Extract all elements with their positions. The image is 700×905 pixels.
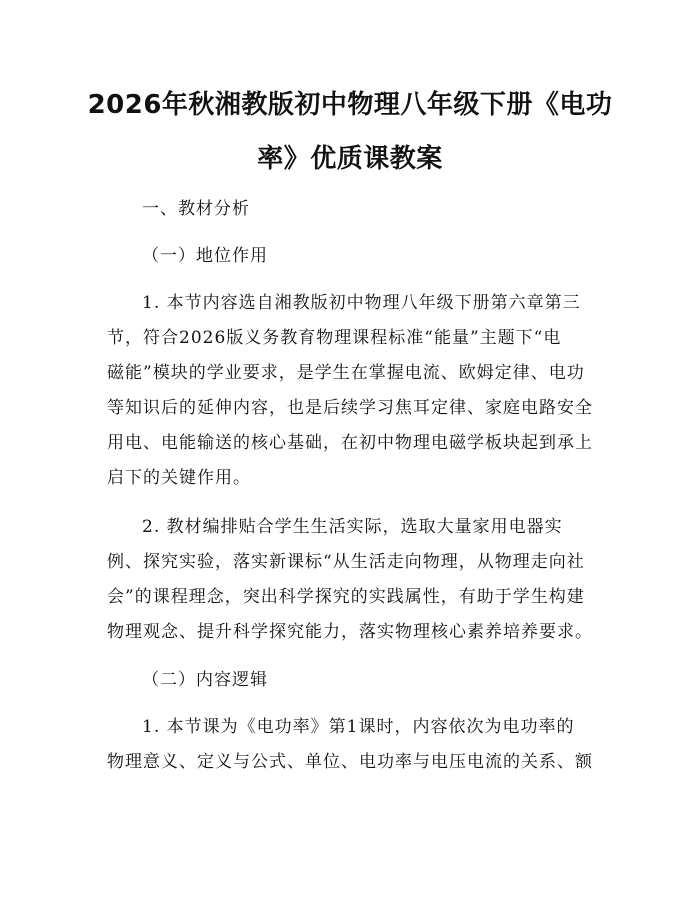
paragraph-1-line-5: 用电、电能输送的核心基础，在初中物理电磁学板块起到承上 [107, 433, 593, 453]
subsection-heading-position-role: （一）地位作用 [142, 246, 268, 266]
paragraph-3-line-1: 1. 本节课为《电功率》第1课时，内容依次为电功率的 [142, 717, 575, 737]
document-title-line-1: 2026年秋湘教版初中物理八年级下册《电功 [87, 90, 613, 120]
paragraph-1-line-6: 启下的关键作用。 [107, 468, 251, 488]
paragraph-3-line-2: 物理意义、定义与公式、单位、电功率与电压电流的关系、额 [107, 752, 593, 772]
section-heading-textbook-analysis: 一、教材分析 [142, 199, 250, 219]
paragraph-1-line-1: 1. 本节内容选自湘教版初中物理八年级下册第六章第三 [142, 293, 581, 313]
paragraph-1-line-3: 磁能”模块的学业要求，是学生在掌握电流、欧姆定律、电功 [107, 363, 585, 383]
paragraph-1-line-2: 节，符合2026版义务教育物理课程标准“能量”主题下“电 [107, 328, 562, 348]
paragraph-2-line-4: 物理观念、提升科学探究能力，落实物理核心素养培养要求。 [107, 622, 593, 642]
subsection-heading-content-logic: （二）内容逻辑 [142, 670, 268, 690]
paragraph-2-line-3: 会”的课程理念，突出科学探究的实践属性，有助于学生构建 [107, 587, 585, 607]
paragraph-2-line-2: 例、探究实验，落实新课标“从生活走向物理，从物理走向社 [107, 552, 585, 572]
paragraph-1-line-4: 等知识后的延伸内容，也是后续学习焦耳定律、家庭电路安全 [107, 398, 593, 418]
document-title-line-2: 率》优质课教案 [257, 144, 443, 174]
paragraph-2-line-1: 2. 教材编排贴合学生生活实际，选取大量家用电器实 [142, 517, 563, 537]
